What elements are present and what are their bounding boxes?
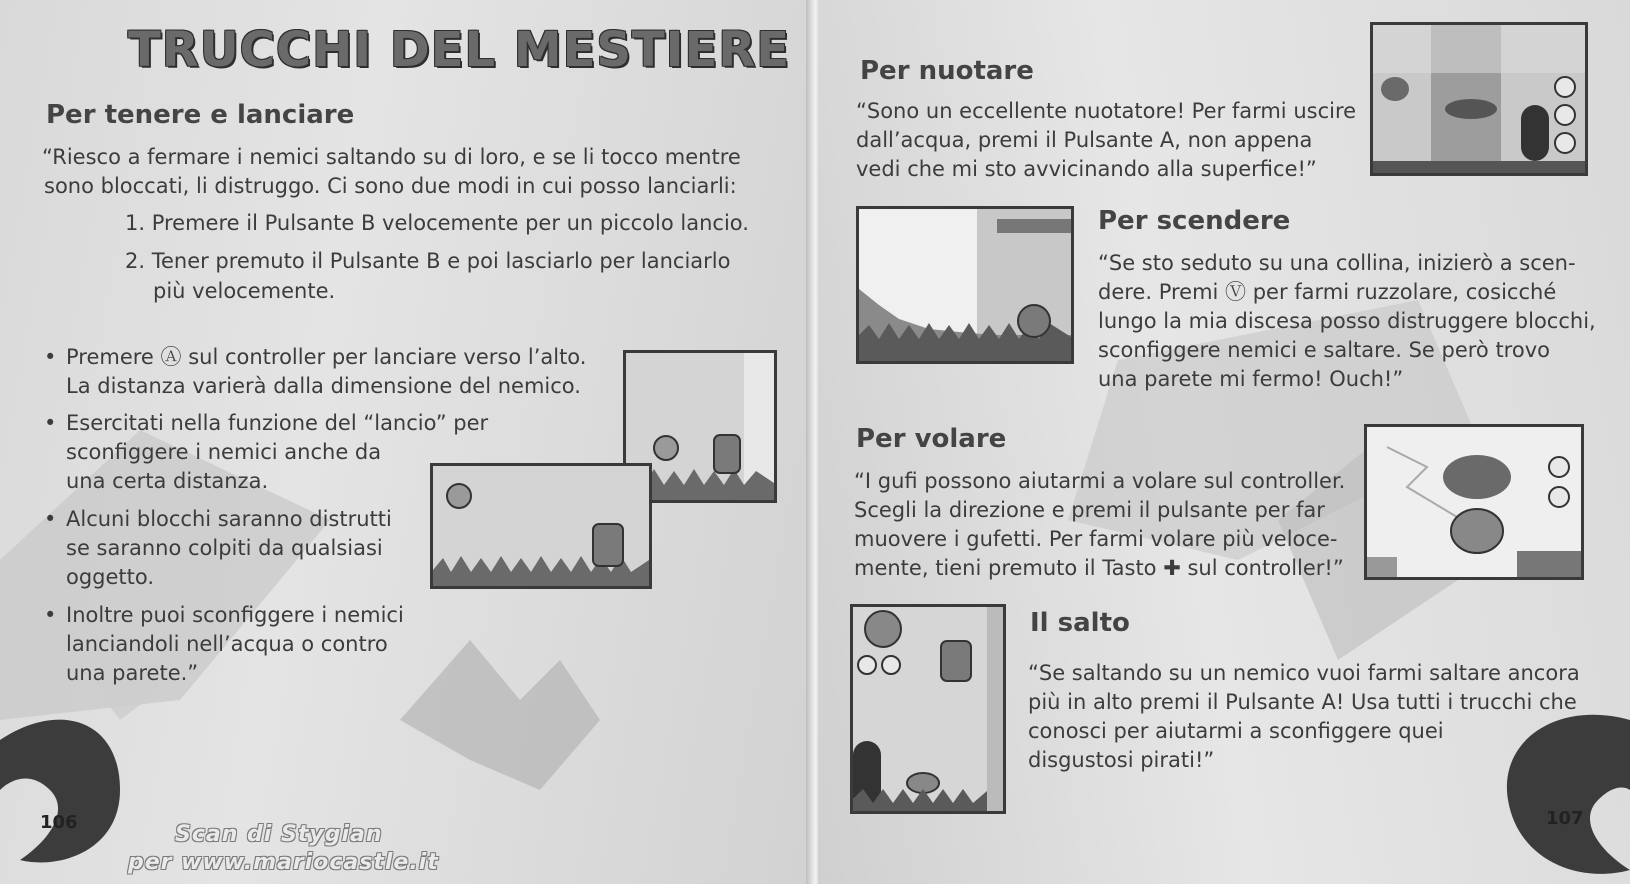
game-screenshot-descend — [856, 206, 1074, 364]
swim-line-1: “Sono un eccellente nuotatore! Per farmi uscire — [856, 99, 1357, 123]
section-heading-swim: Per nuotare — [860, 56, 1034, 86]
bullet-3-line-3: oggetto. — [66, 565, 155, 589]
jump-line-1: “Se saltando su un nemico vuoi farmi saltare ancora — [1028, 661, 1580, 685]
fly-line-2: Scegli la direzione e premi il pulsante per far — [854, 498, 1325, 522]
page-title: TRUCCHI DEL MESTIERE — [128, 22, 791, 78]
bullet-2-line-1: Esercitati nella funzione del “lancio” per — [66, 411, 489, 435]
bullet-3-line-2: se saranno colpiti da qualsiasi — [66, 536, 383, 560]
bullet-2-line-2: sconfiggere i nemici anche da — [66, 440, 382, 464]
game-screenshot-fly — [1364, 424, 1584, 580]
fly-line-4: mente, tieni premuto il Tasto ✚ sul controller!” — [854, 556, 1344, 580]
left-page — [0, 0, 812, 884]
descend-line-4: sconfiggere nemici e saltare. Se però trovo — [1098, 338, 1550, 362]
page-number-right: 107 — [1546, 808, 1584, 829]
bullet-2-line-3: una certa distanza. — [66, 469, 269, 493]
game-screenshot-throw-forward — [430, 463, 652, 589]
fly-line-1: “I gufi possono aiutarmi a volare sul controller. — [854, 469, 1346, 493]
watermark-line-2: per www.mariocastle.it — [128, 850, 439, 875]
bullet-3-line-1: Alcuni blocchi saranno distrutti — [66, 507, 392, 531]
jump-line-4: disgustosi pirati!” — [1028, 748, 1215, 772]
bullet-dot: • — [44, 603, 57, 627]
game-screenshot-jump — [850, 604, 1006, 814]
list-item-1: 1. Premere il Pulsante B velocemente per un piccolo lancio. — [125, 211, 749, 235]
bullet-4-line-2: lanciandoli nell’acqua o contro — [66, 632, 388, 656]
bullet-dot: • — [44, 411, 57, 435]
intro-line-1: “Riesco a fermare i nemici saltando su di loro, e se li tocco mentre — [42, 145, 741, 169]
fly-line-3: muovere i gufetti. Per farmi volare più veloce- — [854, 527, 1338, 551]
bullet-1-line-1: Premere Ⓐ sul controller per lanciare verso l’alto. — [66, 345, 587, 369]
game-screenshot-swim — [1370, 22, 1588, 176]
section-heading-descend: Per scendere — [1098, 206, 1291, 236]
jump-line-2: più in alto premi il Pulsante A! Usa tutti i trucchi che — [1028, 690, 1577, 714]
bullet-dot: • — [44, 507, 57, 531]
descend-line-2: dere. Premi Ⓥ per farmi ruzzolare, cosicché — [1098, 280, 1557, 304]
bullet-1-line-2: La distanza varierà dalla dimensione del nemico. — [66, 374, 581, 398]
descend-line-1: “Se sto seduto su una collina, inizierò a scen- — [1098, 251, 1576, 275]
jump-line-3: conosci per aiutarmi a sconfiggere quei — [1028, 719, 1444, 743]
bullet-dot: • — [44, 345, 57, 369]
section-heading-jump: Il salto — [1030, 608, 1130, 638]
section-heading-fly: Per volare — [856, 424, 1007, 454]
list-item-2-line-1: 2. Tener premuto il Pulsante B e poi lasciarlo per lanciarlo — [125, 249, 731, 273]
page-number-left: 106 — [40, 812, 78, 833]
descend-line-5: una parete mi fermo! Ouch!” — [1098, 367, 1404, 391]
bullet-4-line-3: una parete.” — [66, 661, 199, 685]
swim-line-2: dall’acqua, premi il Pulsante A, non appena — [856, 128, 1313, 152]
intro-line-2: sono bloccati, li distruggo. Ci sono due modi in cui posso lanciarli: — [44, 174, 737, 198]
descend-line-3: lungo la mia discesa posso distruggere blocchi, — [1098, 309, 1596, 333]
list-item-2-line-2: più velocemente. — [153, 279, 336, 303]
swim-line-3: vedi che mi sto avvicinando alla superfice!” — [856, 157, 1317, 181]
bullet-4-line-1: Inoltre puoi sconfiggere i nemici — [66, 603, 404, 627]
section-heading-hold-throw: Per tenere e lanciare — [46, 100, 355, 130]
right-page — [818, 0, 1630, 884]
watermark-line-1: Scan di Stygian — [175, 822, 383, 847]
